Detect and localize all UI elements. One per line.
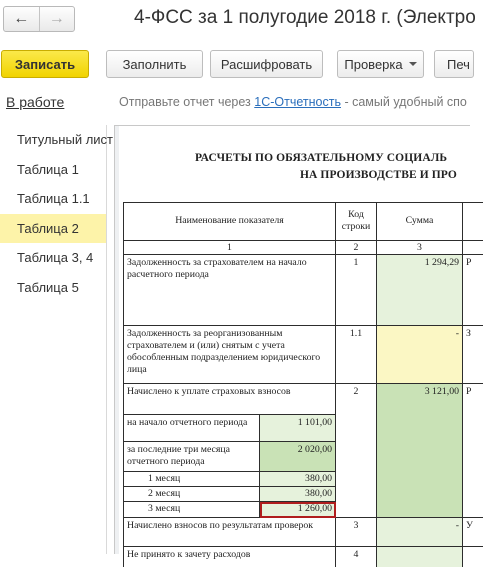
next-column-cell: З [463, 326, 483, 384]
table-row-name: Задолженность за страхователем на начало расчетного периода [123, 255, 336, 326]
sidebar-item-title-page[interactable]: Титульный лист [17, 132, 114, 147]
window-titlebar [0, 0, 476, 40]
debt-start-period-field[interactable]: 1 294,29 [377, 255, 463, 326]
report-viewport[interactable] [114, 125, 473, 560]
subrow-name: 2 месяц [123, 487, 260, 502]
status-line [0, 94, 470, 112]
column-number: 1 [123, 241, 336, 255]
chevron-down-icon [409, 62, 417, 66]
next-column-cell: Р [463, 384, 483, 518]
sidebar-item-table-3-4[interactable]: Таблица 3, 4 [17, 250, 94, 265]
header-indicator-name: Наименование показателя [123, 202, 336, 241]
subrow-name: 3 месяц [123, 502, 260, 518]
subrow-name: за последние три месяца отчетного периода [123, 442, 260, 472]
sidebar-item-table-5[interactable]: Таблица 5 [17, 279, 79, 295]
month-3-value-field[interactable]: 1 260,00 [260, 502, 336, 518]
forward-arrow-icon[interactable]: → [48, 10, 65, 27]
report-sheet [119, 126, 479, 566]
not-accepted-expenses-field[interactable] [377, 547, 463, 567]
table-row-code: 4 [336, 547, 377, 567]
check-button-label: Проверка [344, 56, 403, 72]
table-row-code: 2 [336, 384, 377, 518]
print-button[interactable]: Печ [434, 50, 474, 78]
header-sum: Сумма [377, 202, 463, 241]
month-1-value-field[interactable]: 380,00 [260, 472, 336, 487]
table-row-code: 1.1 [336, 326, 377, 384]
subrow-name: на начало отчетного периода [123, 414, 260, 442]
last-three-months-value-field[interactable]: 2 020,00 [260, 442, 336, 472]
toolbar [0, 50, 470, 80]
decode-button[interactable]: Расшифровать [210, 50, 323, 78]
send-notice [119, 95, 467, 109]
save-button[interactable]: Записать [1, 50, 89, 78]
table-row-code: 1 [336, 255, 377, 326]
table-row-name: Начислено взносов по результатам проверок [123, 518, 336, 547]
next-column-cell: Р [463, 255, 483, 326]
report-heading-line1: РАСЧЕТЫ ПО ОБЯЗАТЕЛЬНОМУ СОЦИАЛЬ [195, 152, 448, 164]
sidebar-item-table-1-1[interactable]: Таблица 1.1 [17, 191, 90, 206]
column-number: 3 [377, 241, 463, 255]
navigation-buttons [3, 6, 75, 32]
notice-prefix: Отправьте отчет через [119, 95, 255, 109]
status-in-work-link[interactable]: В работе [6, 94, 65, 110]
start-period-value-field[interactable]: 1 101,00 [260, 414, 336, 442]
back-arrow-icon[interactable]: ← [4, 7, 40, 31]
debt-reorganized-field[interactable]: - [377, 326, 463, 384]
table-row-name: Задолженность за реорганизованным страхователем и (или) снятым с учета обособленным подразделением юридического лица [123, 326, 336, 384]
month-2-value-field[interactable]: 380,00 [260, 487, 336, 502]
table-row-name: Начислено к уплате страховых взносов [123, 384, 336, 414]
accrued-contributions-field[interactable]: 3 121,00 [377, 384, 463, 518]
table-row-name: Не принято к зачету расходов [123, 547, 336, 567]
table-row-code: 3 [336, 518, 377, 547]
next-column-cell: У [463, 518, 483, 547]
header-next-column [463, 202, 483, 241]
sections-sidebar [0, 125, 114, 554]
column-number: 2 [336, 241, 377, 255]
report-heading-line2: НА ПРОИЗВОДСТВЕ И ПРО [300, 169, 457, 181]
sidebar-item-table-1[interactable]: Таблица 1 [17, 161, 79, 177]
fill-button[interactable]: Заполнить [106, 50, 203, 78]
notice-suffix: - самый удобный спо [340, 95, 467, 109]
header-line-code: Код строки [336, 202, 377, 241]
sidebar-item-table-2[interactable]: Таблица 2 [0, 214, 106, 244]
inspection-accruals-field[interactable]: - [377, 518, 463, 547]
reporting-service-link[interactable]: 1С-Отчетность [254, 95, 341, 109]
window-title: 4-ФСС за 1 полугодие 2018 г. (Электро [134, 7, 476, 28]
check-dropdown-button[interactable] [337, 50, 424, 78]
column-number [463, 241, 483, 255]
subrow-name: 1 месяц [123, 472, 260, 487]
